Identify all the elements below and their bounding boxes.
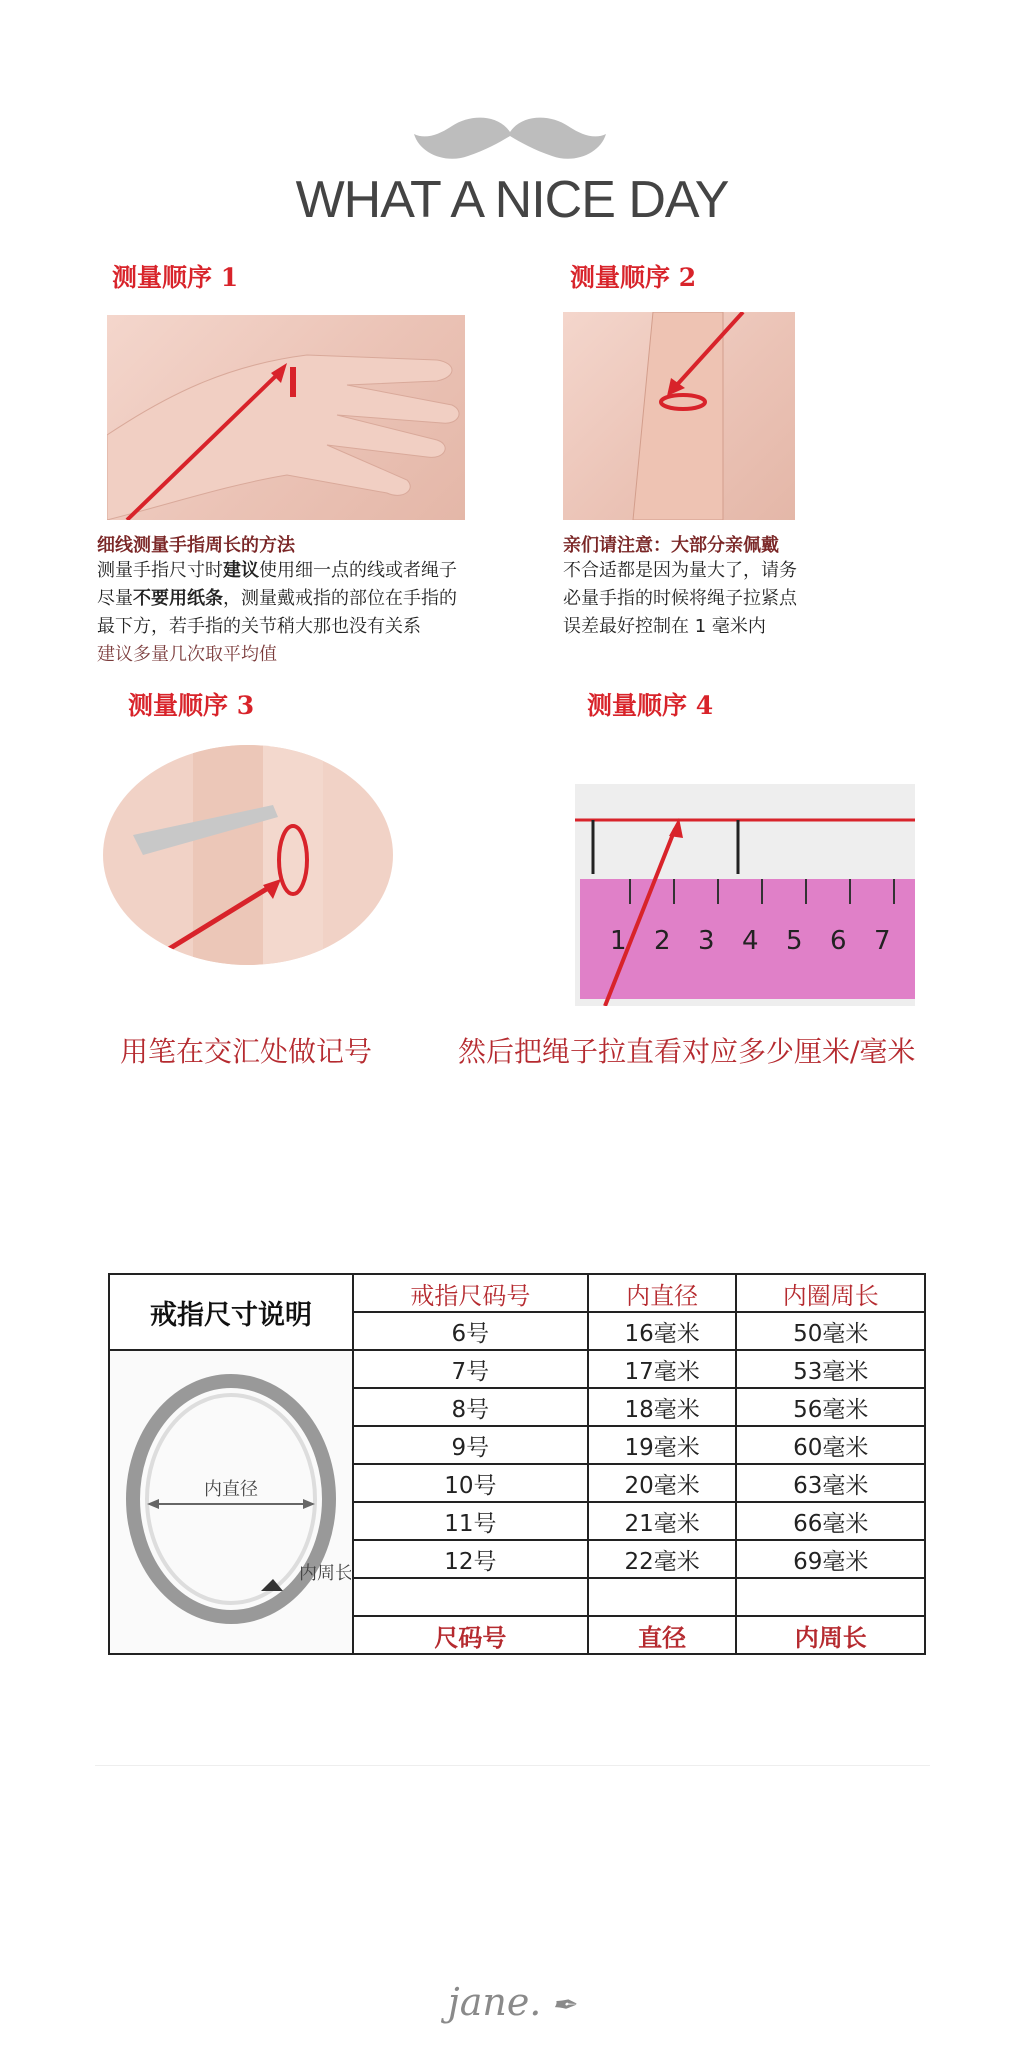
table-cell: 9号 — [353, 1426, 588, 1464]
step-2-title: 测量顺序 2 — [570, 263, 697, 292]
ruler-tick-label: 1 — [610, 926, 627, 956]
step-3-photo — [103, 745, 393, 965]
step-1-desc-title: 细线测量手指周长的方法 — [97, 535, 295, 556]
feather-icon: ✒ — [541, 1988, 577, 2023]
table-cell: 63毫米 — [736, 1464, 925, 1502]
step-1-title: 测量顺序 1 — [112, 263, 239, 292]
table-cell: 60毫米 — [736, 1426, 925, 1464]
table-cell: 20毫米 — [588, 1464, 737, 1502]
table-cell — [736, 1578, 925, 1616]
table-row — [109, 1350, 925, 1388]
table-cell — [353, 1578, 588, 1616]
table-cell: 50毫米 — [736, 1312, 925, 1350]
ring-diagram-icon — [111, 1369, 351, 1629]
table-footer-cell: 尺码号 — [353, 1616, 588, 1654]
ring-size-table — [108, 1273, 926, 1655]
diagram-outer-label: 内周长 — [299, 1563, 351, 1584]
table-cell: 19毫米 — [588, 1426, 737, 1464]
ruler-tick-label: 5 — [786, 926, 803, 956]
table-cell: 11号 — [353, 1502, 588, 1540]
step-2-desc-title: 亲们请注意：大部分亲佩戴 — [563, 535, 779, 556]
table-cell: 18毫米 — [588, 1388, 737, 1426]
table-cell: 12号 — [353, 1540, 588, 1578]
table-cell: 17毫米 — [588, 1350, 737, 1388]
step-1-desc: 测量手指尺寸时建议使用细一点的线或者绳子 尽量不要用纸条，测量戴戒指的部位在手指的 最下方，若手指的关节稍大那也没有关系 建议多量几次取平均值 — [97, 560, 457, 665]
diagram-inner-label: 内直径 — [204, 1479, 258, 1500]
table-cell: 16毫米 — [588, 1312, 737, 1350]
step-2-photo — [563, 312, 795, 520]
ring-diagram — [109, 1350, 353, 1654]
ruler-tick-label: 3 — [698, 926, 715, 956]
table-cell: 10号 — [353, 1464, 588, 1502]
table-cell: 6号 — [353, 1312, 588, 1350]
table-cell: 53毫米 — [736, 1350, 925, 1388]
table-header-cell: 内直径 — [588, 1274, 737, 1312]
table-cell — [588, 1578, 737, 1616]
ruler-tick-label: 4 — [742, 926, 759, 956]
ruler-tick-label: 2 — [654, 926, 671, 956]
step-3-caption: 用笔在交汇处做记号 — [120, 1035, 373, 1068]
step-1-photo — [107, 315, 465, 520]
table-cell: 69毫米 — [736, 1540, 925, 1578]
table-header-row — [109, 1274, 925, 1312]
table-cell: 56毫米 — [736, 1388, 925, 1426]
table-footer-cell: 直径 — [588, 1616, 737, 1654]
page-title: WHAT A NICE DAY — [295, 171, 729, 229]
step-2-desc: 不合适都是因为量大了，请务 必量手指的时候将绳子拉紧点 误差最好控制在 1 毫米内 — [563, 560, 797, 637]
ruler-tick-label: 6 — [830, 926, 847, 956]
table-header-cell: 戒指尺码号 — [353, 1274, 588, 1312]
table-footer-cell: 内周长 — [736, 1616, 925, 1654]
step-4-title: 测量顺序 4 — [587, 691, 714, 720]
table-cell: 7号 — [353, 1350, 588, 1388]
step-3-title: 测量顺序 3 — [128, 691, 255, 720]
table-cell: 21毫米 — [588, 1502, 737, 1540]
ruler-tick-label: 7 — [874, 926, 891, 956]
step-4-caption: 然后把绳子拉直看对应多少厘米/毫米 — [458, 1035, 916, 1068]
table-cell: 8号 — [353, 1388, 588, 1426]
table-cell: 66毫米 — [736, 1502, 925, 1540]
signature: jane. ✒ — [447, 1980, 577, 2024]
table-label: 戒指尺寸说明 — [109, 1274, 353, 1350]
divider — [95, 1765, 930, 1766]
table-header-cell: 内圈周长 — [736, 1274, 925, 1312]
table-cell: 22毫米 — [588, 1540, 737, 1578]
mustache-icon — [410, 110, 610, 170]
step-4-photo — [575, 784, 915, 1006]
